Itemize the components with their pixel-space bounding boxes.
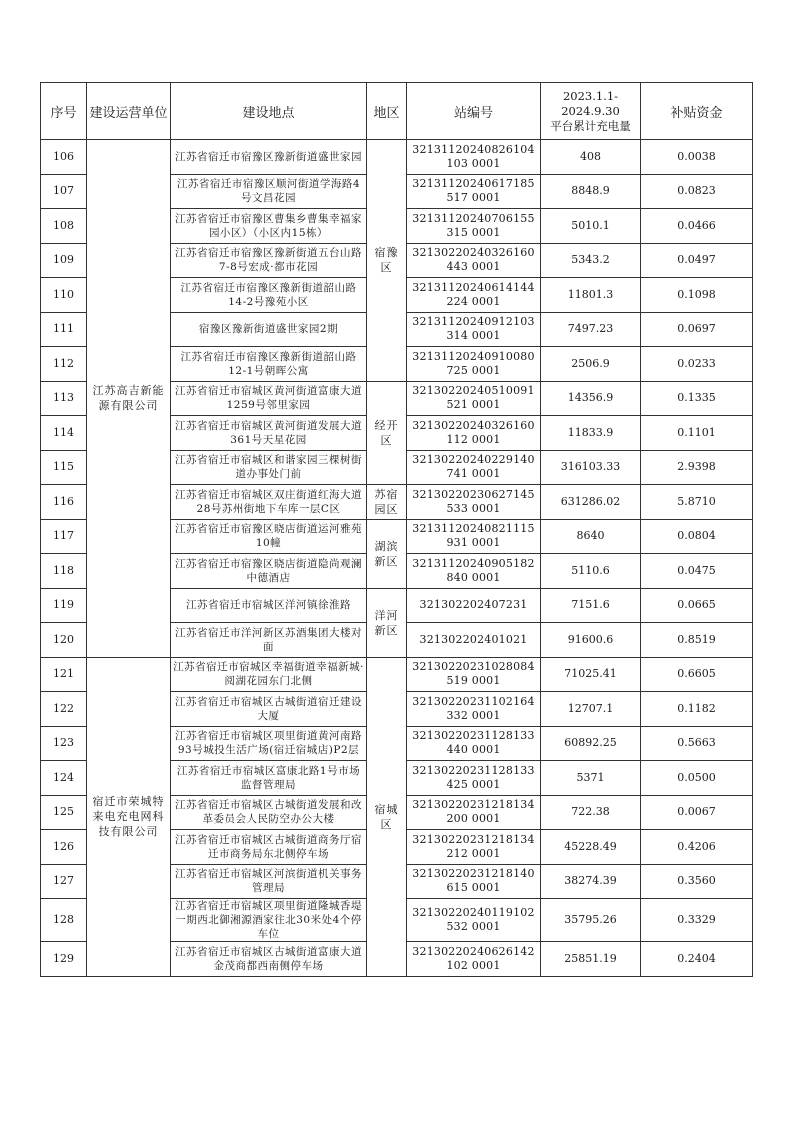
row-location xyxy=(171,830,367,865)
location-text: 江苏省宿迁市宿城区黄河街道发展大道361号天星花园 xyxy=(175,419,362,446)
row-station: 32130220231102164332 0001 xyxy=(407,692,541,727)
unit-name-line: 源有限公司 xyxy=(98,399,159,413)
location-text: 江苏省宿迁市宿城区幸福街道幸福新城·阅湖花园东门北侧 xyxy=(173,661,364,688)
unit-name-line: 来电充电网科 xyxy=(92,810,165,823)
row-seq: 121 xyxy=(41,657,87,692)
row-location xyxy=(171,450,367,485)
header-subsidy: 补贴资金 xyxy=(641,83,753,140)
row-charge: 316103.33 xyxy=(541,450,641,485)
row-subsidy: 0.3329 xyxy=(641,899,753,942)
row-location xyxy=(171,692,367,727)
row-subsidy: 0.0665 xyxy=(641,588,753,623)
row-seq: 120 xyxy=(41,623,87,658)
row-charge: 722.38 xyxy=(541,795,641,830)
subsidy-table xyxy=(40,82,753,977)
row-location xyxy=(171,278,367,313)
row-charge: 631286.02 xyxy=(541,485,641,520)
row-subsidy: 0.0466 xyxy=(641,209,753,244)
area-cell: 宿豫区 xyxy=(367,140,407,382)
row-station: 32131120240821115931 0001 xyxy=(407,519,541,554)
header-charge-line2: 2024.9.30 xyxy=(561,103,620,118)
row-seq: 108 xyxy=(41,209,87,244)
location-text: 江苏省宿迁市宿豫区晓店街道隐尚观澜中德酒店 xyxy=(175,557,362,584)
row-seq: 128 xyxy=(41,899,87,942)
row-seq: 113 xyxy=(41,381,87,416)
row-location xyxy=(171,519,367,554)
row-seq: 127 xyxy=(41,864,87,899)
row-charge: 7497.23 xyxy=(541,312,641,347)
location-text: 江苏省宿迁市宿城区项里街道隆城香堤一期西北御湘源酒家往北30米处4个停车位 xyxy=(175,900,362,940)
row-subsidy: 0.2404 xyxy=(641,942,753,977)
row-subsidy: 0.1182 xyxy=(641,692,753,727)
row-charge: 8640 xyxy=(541,519,641,554)
area-cell: 苏宿园区 xyxy=(367,485,407,520)
location-text: 江苏省宿迁市宿城区项里街道黄河南路93号城投生活广场(宿迁宿城店)P2层 xyxy=(175,730,362,757)
row-subsidy: 0.0823 xyxy=(641,174,753,209)
row-subsidy: 0.0804 xyxy=(641,519,753,554)
location-text: 江苏省宿迁市宿城区黄河街道富康大道1259号邻里家园 xyxy=(175,385,362,412)
row-location xyxy=(171,864,367,899)
row-charge: 5343.2 xyxy=(541,243,641,278)
row-subsidy: 2.9398 xyxy=(641,450,753,485)
unit-name-line: 江苏高吉新能 xyxy=(92,384,165,398)
row-location xyxy=(171,942,367,977)
row-subsidy: 0.1098 xyxy=(641,278,753,313)
location-text: 江苏省宿迁市宿城区古城街道商务厅宿迁市商务局东北侧停车场 xyxy=(175,833,362,860)
row-location xyxy=(171,381,367,416)
row-charge: 8848.9 xyxy=(541,174,641,209)
row-location xyxy=(171,209,367,244)
row-location xyxy=(171,657,367,692)
unit-name-line: 技有限公司 xyxy=(98,825,159,838)
header-unit: 建设运营单位 xyxy=(87,83,171,140)
header-station: 站编号 xyxy=(407,83,541,140)
unit-cell xyxy=(87,140,171,658)
row-subsidy: 0.0038 xyxy=(641,140,753,175)
row-charge: 5110.6 xyxy=(541,554,641,589)
area-cell: 洋河新区 xyxy=(367,588,407,657)
row-location xyxy=(171,312,367,347)
row-seq: 115 xyxy=(41,450,87,485)
row-station: 32130220231028084519 0001 xyxy=(407,657,541,692)
row-subsidy: 0.6605 xyxy=(641,657,753,692)
row-station: 32131120240706155315 0001 xyxy=(407,209,541,244)
row-station: 32130220240326160112 0001 xyxy=(407,416,541,451)
row-seq: 123 xyxy=(41,726,87,761)
row-charge: 11801.3 xyxy=(541,278,641,313)
row-seq: 116 xyxy=(41,485,87,520)
row-charge: 7151.6 xyxy=(541,588,641,623)
row-location xyxy=(171,347,367,382)
row-station: 32130220231128133440 0001 xyxy=(407,726,541,761)
header-area: 地区 xyxy=(367,83,407,140)
area-cell: 湖滨新区 xyxy=(367,519,407,588)
row-charge: 35795.26 xyxy=(541,899,641,942)
row-seq: 111 xyxy=(41,312,87,347)
row-location xyxy=(171,243,367,278)
row-seq: 129 xyxy=(41,942,87,977)
row-station: 321302202401021 xyxy=(407,623,541,658)
row-station: 32130220231218134212 0001 xyxy=(407,830,541,865)
location-text: 江苏省宿迁市宿城区洋河镇徐淮路 xyxy=(186,599,351,612)
row-seq: 125 xyxy=(41,795,87,830)
row-station: 32130220230627145533 0001 xyxy=(407,485,541,520)
row-station: 32131120240912103314 0001 xyxy=(407,312,541,347)
row-location xyxy=(171,485,367,520)
row-seq: 122 xyxy=(41,692,87,727)
row-charge: 14356.9 xyxy=(541,381,641,416)
row-charge: 60892.25 xyxy=(541,726,641,761)
row-seq: 109 xyxy=(41,243,87,278)
row-location xyxy=(171,726,367,761)
table-row xyxy=(41,140,753,175)
row-station: 32130220240229140741 0001 xyxy=(407,450,541,485)
location-text: 江苏省宿迁市宿豫区豫新街道五台山路7-8号宏成·都市花园 xyxy=(175,247,362,274)
row-station: 32131120240905182840 0001 xyxy=(407,554,541,589)
row-charge: 5010.1 xyxy=(541,209,641,244)
row-seq: 106 xyxy=(41,140,87,175)
row-subsidy: 0.3560 xyxy=(641,864,753,899)
row-charge: 71025.41 xyxy=(541,657,641,692)
row-charge: 91600.6 xyxy=(541,623,641,658)
row-seq: 114 xyxy=(41,416,87,451)
header-seq: 序号 xyxy=(41,83,87,140)
location-text: 江苏省宿迁市宿城区双庄街道红海大道28号苏州街地下车库一层C区 xyxy=(175,488,362,515)
row-seq: 112 xyxy=(41,347,87,382)
row-subsidy: 0.8519 xyxy=(641,623,753,658)
row-station: 32130220240326160443 0001 xyxy=(407,243,541,278)
row-seq: 118 xyxy=(41,554,87,589)
row-station: 32130220240119102532 0001 xyxy=(407,899,541,942)
row-location xyxy=(171,416,367,451)
header-charge-line3: 平台累计充电量 xyxy=(550,118,631,133)
location-text: 江苏省宿迁市宿城区古城街道富康大道金茂商都西南侧停车场 xyxy=(175,945,362,972)
table-header-row xyxy=(41,83,753,140)
row-station: 32130220231218140615 0001 xyxy=(407,864,541,899)
location-text: 江苏省宿迁市宿豫区豫新街道韶山路12-1号朝晖公寓 xyxy=(180,350,357,377)
location-text: 江苏省宿迁市宿城区古城街道宿迁建设大厦 xyxy=(175,695,362,722)
row-subsidy: 0.5663 xyxy=(641,726,753,761)
location-text: 江苏省宿迁市宿城区富康北路1号市场监督管理局 xyxy=(176,764,361,791)
location-text: 江苏省宿迁市宿城区河滨街道机关事务管理局 xyxy=(175,868,362,895)
row-seq: 107 xyxy=(41,174,87,209)
row-charge: 45228.49 xyxy=(541,830,641,865)
row-charge: 25851.19 xyxy=(541,942,641,977)
row-station: 32130220231128133425 0001 xyxy=(407,761,541,796)
subsidy-table-container xyxy=(40,82,753,977)
row-station: 32131120240826104103 0001 xyxy=(407,140,541,175)
row-location xyxy=(171,761,367,796)
row-location xyxy=(171,554,367,589)
row-charge: 2506.9 xyxy=(541,347,641,382)
row-seq: 110 xyxy=(41,278,87,313)
location-text: 江苏省宿迁市宿豫区曹集乡曹集幸福家园小区）（小区内15栋） xyxy=(175,212,362,239)
row-station: 32131120240910080725 0001 xyxy=(407,347,541,382)
header-location: 建设地点 xyxy=(171,83,367,140)
location-text: 江苏省宿迁市宿豫区豫新街道韶山路14-2号豫苑小区 xyxy=(180,281,357,308)
row-location xyxy=(171,140,367,175)
row-charge: 11833.9 xyxy=(541,416,641,451)
area-cell: 宿城区 xyxy=(367,657,407,976)
row-location xyxy=(171,623,367,658)
row-seq: 126 xyxy=(41,830,87,865)
location-text: 江苏省宿迁市洋河新区苏酒集团大楼对面 xyxy=(175,626,362,653)
table-row xyxy=(41,657,753,692)
row-subsidy: 0.0067 xyxy=(641,795,753,830)
row-location xyxy=(171,588,367,623)
header-charge-line1: 2023.1.1- xyxy=(562,88,619,103)
row-location xyxy=(171,795,367,830)
location-text: 宿豫区豫新街道盛世家园2期 xyxy=(198,323,339,336)
row-location xyxy=(171,174,367,209)
location-text: 江苏省宿迁市宿豫区顺河街道学海路4号文昌花园 xyxy=(176,178,361,205)
row-subsidy: 0.1101 xyxy=(641,416,753,451)
row-charge: 38274.39 xyxy=(541,864,641,899)
row-station: 32131120240617185517 0001 xyxy=(407,174,541,209)
row-seq: 117 xyxy=(41,519,87,554)
header-charge xyxy=(541,83,641,140)
row-subsidy: 0.1335 xyxy=(641,381,753,416)
row-charge: 12707.1 xyxy=(541,692,641,727)
location-text: 江苏省宿迁市宿豫区晓店街道运河雅苑10幢 xyxy=(175,523,362,550)
row-seq: 119 xyxy=(41,588,87,623)
row-subsidy: 0.4206 xyxy=(641,830,753,865)
row-subsidy: 0.0500 xyxy=(641,761,753,796)
row-subsidy: 5.8710 xyxy=(641,485,753,520)
row-subsidy: 0.0233 xyxy=(641,347,753,382)
unit-cell xyxy=(87,657,171,976)
row-charge: 5371 xyxy=(541,761,641,796)
row-station: 32131120240614144224 0001 xyxy=(407,278,541,313)
row-subsidy: 0.0497 xyxy=(641,243,753,278)
area-cell: 经开区 xyxy=(367,381,407,485)
row-station: 32130220231218134200 0001 xyxy=(407,795,541,830)
location-text: 江苏省宿迁市宿城区和谐家园三棵树街道办事处门前 xyxy=(175,454,362,481)
row-station: 321302202407231 xyxy=(407,588,541,623)
location-text: 江苏省宿迁市宿豫区豫新街道盛世家园 xyxy=(175,150,362,163)
row-station: 32130220240626142102 0001 xyxy=(407,942,541,977)
location-text: 江苏省宿迁市宿城区古城街道发展和改革委员会人民防空办公大楼 xyxy=(175,799,362,826)
row-station: 32130220240510091521 0001 xyxy=(407,381,541,416)
row-subsidy: 0.0697 xyxy=(641,312,753,347)
row-charge: 408 xyxy=(541,140,641,175)
row-subsidy: 0.0475 xyxy=(641,554,753,589)
unit-name-line: 宿迁市荣城特 xyxy=(92,795,165,808)
row-seq: 124 xyxy=(41,761,87,796)
row-location xyxy=(171,899,367,942)
